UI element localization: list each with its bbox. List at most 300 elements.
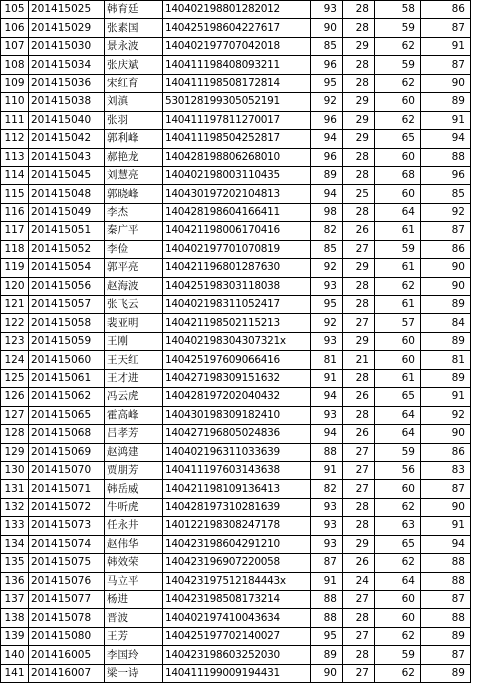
score-3-cell: 57	[375, 314, 421, 332]
row-number-cell: 133	[1, 517, 29, 535]
name-cell: 韩效荣	[105, 554, 163, 572]
score-3-cell: 62	[375, 277, 421, 295]
student-id-cell: 201415072	[29, 498, 105, 516]
score-1-cell: 95	[311, 296, 343, 314]
score-1-cell: 82	[311, 222, 343, 240]
score-total-cell: 94	[421, 535, 471, 553]
score-3-cell: 60	[375, 93, 421, 111]
table-row	[1, 185, 471, 203]
name-cell: 韩育廷	[105, 1, 163, 19]
name-cell: 李国玲	[105, 646, 163, 664]
name-cell: 任永井	[105, 517, 163, 535]
score-2-cell: 28	[343, 498, 375, 516]
score-1-cell: 91	[311, 572, 343, 590]
id-number-cell: 140425197609066416	[163, 351, 311, 369]
student-id-cell: 201415065	[29, 406, 105, 424]
table-row	[1, 93, 471, 111]
score-2-cell: 28	[343, 406, 375, 424]
row-number-cell: 126	[1, 388, 29, 406]
table-row	[1, 369, 471, 387]
student-id-cell: 201415045	[29, 166, 105, 184]
table-row	[1, 517, 471, 535]
name-cell: 景永波	[105, 37, 163, 55]
row-number-cell: 127	[1, 406, 29, 424]
row-number-cell: 134	[1, 535, 29, 553]
row-number-cell: 130	[1, 461, 29, 479]
score-total-cell: 86	[421, 240, 471, 258]
table-row	[1, 56, 471, 74]
id-number-cell: 140425197702140027	[163, 627, 311, 645]
id-number-cell: 140402198311052417	[163, 296, 311, 314]
id-number-cell: 140423197512184443x	[163, 572, 311, 590]
score-1-cell: 96	[311, 111, 343, 129]
score-1-cell: 82	[311, 480, 343, 498]
name-cell: 张庆斌	[105, 56, 163, 74]
name-cell: 赵鸿建	[105, 443, 163, 461]
row-number-cell: 107	[1, 37, 29, 55]
name-cell: 牛听虎	[105, 498, 163, 516]
name-cell: 刘滇	[105, 93, 163, 111]
score-3-cell: 62	[375, 111, 421, 129]
table-row	[1, 425, 471, 443]
name-cell: 梁一诗	[105, 664, 163, 682]
id-number-cell: 140427196805024836	[163, 425, 311, 443]
score-total-cell: 88	[421, 554, 471, 572]
student-id-cell: 201415059	[29, 332, 105, 350]
row-number-cell: 128	[1, 425, 29, 443]
id-number-cell: 140421198109136413	[163, 480, 311, 498]
row-number-cell: 119	[1, 259, 29, 277]
name-cell: 郭晓峰	[105, 185, 163, 203]
id-number-cell: 140421198006170416	[163, 222, 311, 240]
name-cell: 马立平	[105, 572, 163, 590]
score-total-cell: 89	[421, 296, 471, 314]
id-number-cell: 140423198508173214	[163, 591, 311, 609]
score-3-cell: 62	[375, 664, 421, 682]
score-1-cell: 94	[311, 388, 343, 406]
score-2-cell: 27	[343, 443, 375, 461]
score-total-cell: 94	[421, 130, 471, 148]
score-2-cell: 28	[343, 148, 375, 166]
table-row	[1, 406, 471, 424]
score-2-cell: 27	[343, 240, 375, 258]
student-id-cell: 201415074	[29, 535, 105, 553]
table-row	[1, 259, 471, 277]
name-cell: 宋红育	[105, 74, 163, 92]
row-number-cell: 121	[1, 296, 29, 314]
id-number-cell: 140421196801287630	[163, 259, 311, 277]
id-number-cell: 140402197701070819	[163, 240, 311, 258]
name-cell: 张飞云	[105, 296, 163, 314]
score-1-cell: 85	[311, 37, 343, 55]
row-number-cell: 105	[1, 1, 29, 19]
score-total-cell: 81	[421, 351, 471, 369]
row-number-cell: 120	[1, 277, 29, 295]
table-row	[1, 498, 471, 516]
score-2-cell: 29	[343, 93, 375, 111]
score-2-cell: 28	[343, 166, 375, 184]
student-id-cell: 201415057	[29, 296, 105, 314]
id-number-cell: 140402196311033639	[163, 443, 311, 461]
student-id-cell: 201415040	[29, 111, 105, 129]
id-number-cell: 140428198604166411	[163, 203, 311, 221]
id-number-cell: 140423198603252030	[163, 646, 311, 664]
score-2-cell: 28	[343, 203, 375, 221]
score-3-cell: 61	[375, 222, 421, 240]
student-id-cell: 201415029	[29, 19, 105, 37]
student-id-cell: 201415076	[29, 572, 105, 590]
score-1-cell: 89	[311, 646, 343, 664]
id-number-cell: 140411199009194431	[163, 664, 311, 682]
score-total-cell: 92	[421, 406, 471, 424]
score-total-cell: 91	[421, 388, 471, 406]
score-3-cell: 62	[375, 498, 421, 516]
student-id-cell: 201415036	[29, 74, 105, 92]
table-row	[1, 664, 471, 682]
student-id-cell: 201415073	[29, 517, 105, 535]
score-1-cell: 88	[311, 443, 343, 461]
score-3-cell: 63	[375, 517, 421, 535]
score-total-cell: 87	[421, 646, 471, 664]
score-1-cell: 95	[311, 627, 343, 645]
student-id-cell: 201415078	[29, 609, 105, 627]
row-number-cell: 141	[1, 664, 29, 682]
score-2-cell: 28	[343, 517, 375, 535]
score-total-cell: 87	[421, 222, 471, 240]
row-number-cell: 118	[1, 240, 29, 258]
student-id-cell: 201415071	[29, 480, 105, 498]
score-3-cell: 62	[375, 37, 421, 55]
id-number-cell: 140428197310281639	[163, 498, 311, 516]
name-cell: 郭平亮	[105, 259, 163, 277]
table-row	[1, 351, 471, 369]
name-cell: 王天红	[105, 351, 163, 369]
id-number-cell: 140425198604227617	[163, 19, 311, 37]
student-id-cell: 201415038	[29, 93, 105, 111]
table-row	[1, 74, 471, 92]
id-number-cell: 140411198408093211	[163, 56, 311, 74]
score-3-cell: 62	[375, 74, 421, 92]
table-row	[1, 591, 471, 609]
score-3-cell: 65	[375, 535, 421, 553]
score-total-cell: 90	[421, 277, 471, 295]
score-3-cell: 59	[375, 19, 421, 37]
name-cell: 晋波	[105, 609, 163, 627]
score-3-cell: 64	[375, 425, 421, 443]
table-row	[1, 166, 471, 184]
score-1-cell: 85	[311, 240, 343, 258]
score-2-cell: 29	[343, 37, 375, 55]
score-1-cell: 94	[311, 425, 343, 443]
table-row	[1, 19, 471, 37]
score-2-cell: 27	[343, 664, 375, 682]
table-row	[1, 130, 471, 148]
score-total-cell: 89	[421, 93, 471, 111]
score-3-cell: 60	[375, 185, 421, 203]
student-id-cell: 201415068	[29, 425, 105, 443]
row-number-cell: 138	[1, 609, 29, 627]
row-number-cell: 123	[1, 332, 29, 350]
score-3-cell: 61	[375, 296, 421, 314]
score-1-cell: 96	[311, 148, 343, 166]
student-id-cell: 201416005	[29, 646, 105, 664]
score-2-cell: 28	[343, 296, 375, 314]
score-2-cell: 28	[343, 369, 375, 387]
score-2-cell: 29	[343, 130, 375, 148]
row-number-cell: 115	[1, 185, 29, 203]
id-number-cell: 140402197707042018	[163, 37, 311, 55]
score-total-cell: 89	[421, 664, 471, 682]
score-total-cell: 90	[421, 259, 471, 277]
score-3-cell: 64	[375, 572, 421, 590]
score-2-cell: 28	[343, 646, 375, 664]
score-2-cell: 28	[343, 277, 375, 295]
score-total-cell: 88	[421, 572, 471, 590]
name-cell: 贾朋芳	[105, 461, 163, 479]
score-total-cell: 91	[421, 517, 471, 535]
score-1-cell: 91	[311, 461, 343, 479]
table-row	[1, 554, 471, 572]
id-number-cell: 140425198303118038	[163, 277, 311, 295]
name-cell: 霍高峰	[105, 406, 163, 424]
score-2-cell: 27	[343, 627, 375, 645]
score-2-cell: 29	[343, 259, 375, 277]
table-row	[1, 203, 471, 221]
score-3-cell: 65	[375, 130, 421, 148]
score-2-cell: 26	[343, 222, 375, 240]
score-total-cell: 90	[421, 498, 471, 516]
table-row	[1, 1, 471, 19]
score-1-cell: 93	[311, 498, 343, 516]
student-id-cell: 201415058	[29, 314, 105, 332]
score-1-cell: 94	[311, 185, 343, 203]
score-3-cell: 58	[375, 1, 421, 19]
score-1-cell: 88	[311, 591, 343, 609]
score-3-cell: 60	[375, 148, 421, 166]
score-3-cell: 59	[375, 56, 421, 74]
table-row	[1, 388, 471, 406]
score-total-cell: 89	[421, 332, 471, 350]
id-number-cell: 140430197202104813	[163, 185, 311, 203]
score-1-cell: 93	[311, 535, 343, 553]
row-number-cell: 129	[1, 443, 29, 461]
score-2-cell: 27	[343, 314, 375, 332]
name-cell: 李杰	[105, 203, 163, 221]
name-cell: 吕孝芳	[105, 425, 163, 443]
row-number-cell: 139	[1, 627, 29, 645]
score-1-cell: 87	[311, 554, 343, 572]
row-number-cell: 140	[1, 646, 29, 664]
table-row	[1, 461, 471, 479]
score-1-cell: 90	[311, 19, 343, 37]
id-number-cell: 140428198806268010	[163, 148, 311, 166]
name-cell: 张羽	[105, 111, 163, 129]
id-number-cell: 140421198502115213	[163, 314, 311, 332]
name-cell: 杨进	[105, 591, 163, 609]
name-cell: 赵伟华	[105, 535, 163, 553]
student-id-cell: 201415025	[29, 1, 105, 19]
score-1-cell: 92	[311, 93, 343, 111]
row-number-cell: 116	[1, 203, 29, 221]
score-1-cell: 93	[311, 332, 343, 350]
score-total-cell: 91	[421, 37, 471, 55]
score-total-cell: 87	[421, 19, 471, 37]
score-3-cell: 59	[375, 646, 421, 664]
score-2-cell: 29	[343, 535, 375, 553]
id-number-cell: 140423196907220058	[163, 554, 311, 572]
score-1-cell: 92	[311, 259, 343, 277]
score-2-cell: 26	[343, 425, 375, 443]
table-row	[1, 37, 471, 55]
score-2-cell: 26	[343, 388, 375, 406]
score-1-cell: 93	[311, 1, 343, 19]
student-id-cell: 201415062	[29, 388, 105, 406]
row-number-cell: 135	[1, 554, 29, 572]
name-cell: 王才进	[105, 369, 163, 387]
student-id-cell: 201415080	[29, 627, 105, 645]
student-id-cell: 201415069	[29, 443, 105, 461]
student-id-cell: 201415056	[29, 277, 105, 295]
score-3-cell: 68	[375, 166, 421, 184]
student-id-cell: 201415048	[29, 185, 105, 203]
score-total-cell: 91	[421, 111, 471, 129]
table-row	[1, 627, 471, 645]
score-1-cell: 98	[311, 203, 343, 221]
score-3-cell: 59	[375, 240, 421, 258]
id-number-cell: 140122198308247178	[163, 517, 311, 535]
score-1-cell: 94	[311, 130, 343, 148]
score-3-cell: 56	[375, 461, 421, 479]
score-2-cell: 27	[343, 591, 375, 609]
score-1-cell: 96	[311, 56, 343, 74]
score-total-cell: 89	[421, 627, 471, 645]
id-number-cell: 140428197202040432	[163, 388, 311, 406]
table-row	[1, 296, 471, 314]
name-cell: 郝艳龙	[105, 148, 163, 166]
table-row	[1, 222, 471, 240]
score-total-cell: 92	[421, 203, 471, 221]
score-3-cell: 64	[375, 406, 421, 424]
id-number-cell: 140402198304307321x	[163, 332, 311, 350]
name-cell: 赵海波	[105, 277, 163, 295]
student-id-cell: 201415049	[29, 203, 105, 221]
score-2-cell: 28	[343, 609, 375, 627]
student-id-cell: 201415054	[29, 259, 105, 277]
id-number-cell: 140430198309182410	[163, 406, 311, 424]
name-cell: 王芳	[105, 627, 163, 645]
student-id-cell: 201415042	[29, 130, 105, 148]
student-id-cell: 201415030	[29, 37, 105, 55]
row-number-cell: 110	[1, 93, 29, 111]
score-1-cell: 93	[311, 277, 343, 295]
score-2-cell: 29	[343, 332, 375, 350]
student-id-cell: 201415052	[29, 240, 105, 258]
score-total-cell: 87	[421, 480, 471, 498]
row-number-cell: 109	[1, 74, 29, 92]
score-total-cell: 84	[421, 314, 471, 332]
score-2-cell: 29	[343, 111, 375, 129]
row-number-cell: 114	[1, 166, 29, 184]
score-3-cell: 60	[375, 609, 421, 627]
score-3-cell: 60	[375, 351, 421, 369]
id-number-cell: 140411197811270017	[163, 111, 311, 129]
score-total-cell: 89	[421, 369, 471, 387]
score-2-cell: 28	[343, 74, 375, 92]
name-cell: 张素国	[105, 19, 163, 37]
score-1-cell: 93	[311, 406, 343, 424]
score-total-cell: 85	[421, 185, 471, 203]
score-3-cell: 64	[375, 203, 421, 221]
score-total-cell: 86	[421, 443, 471, 461]
score-total-cell: 83	[421, 461, 471, 479]
score-1-cell: 81	[311, 351, 343, 369]
student-id-cell: 201415051	[29, 222, 105, 240]
row-number-cell: 113	[1, 148, 29, 166]
row-number-cell: 132	[1, 498, 29, 516]
row-number-cell: 137	[1, 591, 29, 609]
table-row	[1, 111, 471, 129]
row-number-cell: 136	[1, 572, 29, 590]
row-number-cell: 111	[1, 111, 29, 129]
row-number-cell: 108	[1, 56, 29, 74]
score-3-cell: 59	[375, 443, 421, 461]
score-1-cell: 88	[311, 609, 343, 627]
id-number-cell: 140411198504252817	[163, 130, 311, 148]
score-2-cell: 28	[343, 1, 375, 19]
row-number-cell: 122	[1, 314, 29, 332]
table-row	[1, 240, 471, 258]
score-2-cell: 25	[343, 185, 375, 203]
score-1-cell: 89	[311, 166, 343, 184]
score-3-cell: 65	[375, 388, 421, 406]
name-cell: 裴亚明	[105, 314, 163, 332]
id-number-cell: 140402198801282012	[163, 1, 311, 19]
score-2-cell: 28	[343, 19, 375, 37]
row-number-cell: 112	[1, 130, 29, 148]
id-number-cell: 140402197410043634	[163, 609, 311, 627]
score-1-cell: 90	[311, 664, 343, 682]
student-id-cell: 201415060	[29, 351, 105, 369]
table-row	[1, 609, 471, 627]
score-3-cell: 62	[375, 627, 421, 645]
student-id-cell: 201415070	[29, 461, 105, 479]
table-row	[1, 572, 471, 590]
score-3-cell: 60	[375, 480, 421, 498]
name-cell: 秦广平	[105, 222, 163, 240]
id-number-cell: 140427198309151632	[163, 369, 311, 387]
table-body	[1, 1, 471, 683]
score-2-cell: 27	[343, 480, 375, 498]
table-row	[1, 148, 471, 166]
student-id-cell: 201415075	[29, 554, 105, 572]
id-number-cell: 140402198003110435	[163, 166, 311, 184]
score-1-cell: 93	[311, 517, 343, 535]
score-total-cell: 86	[421, 1, 471, 19]
score-2-cell: 27	[343, 461, 375, 479]
student-id-cell: 201415034	[29, 56, 105, 74]
student-id-cell: 201416007	[29, 664, 105, 682]
score-1-cell: 92	[311, 314, 343, 332]
score-total-cell: 88	[421, 609, 471, 627]
table-row	[1, 480, 471, 498]
table-row	[1, 314, 471, 332]
score-1-cell: 91	[311, 369, 343, 387]
score-3-cell: 60	[375, 591, 421, 609]
id-number-cell: 140411198508172814	[163, 74, 311, 92]
id-number-cell: 140411197603143638	[163, 461, 311, 479]
row-number-cell: 117	[1, 222, 29, 240]
row-number-cell: 106	[1, 19, 29, 37]
